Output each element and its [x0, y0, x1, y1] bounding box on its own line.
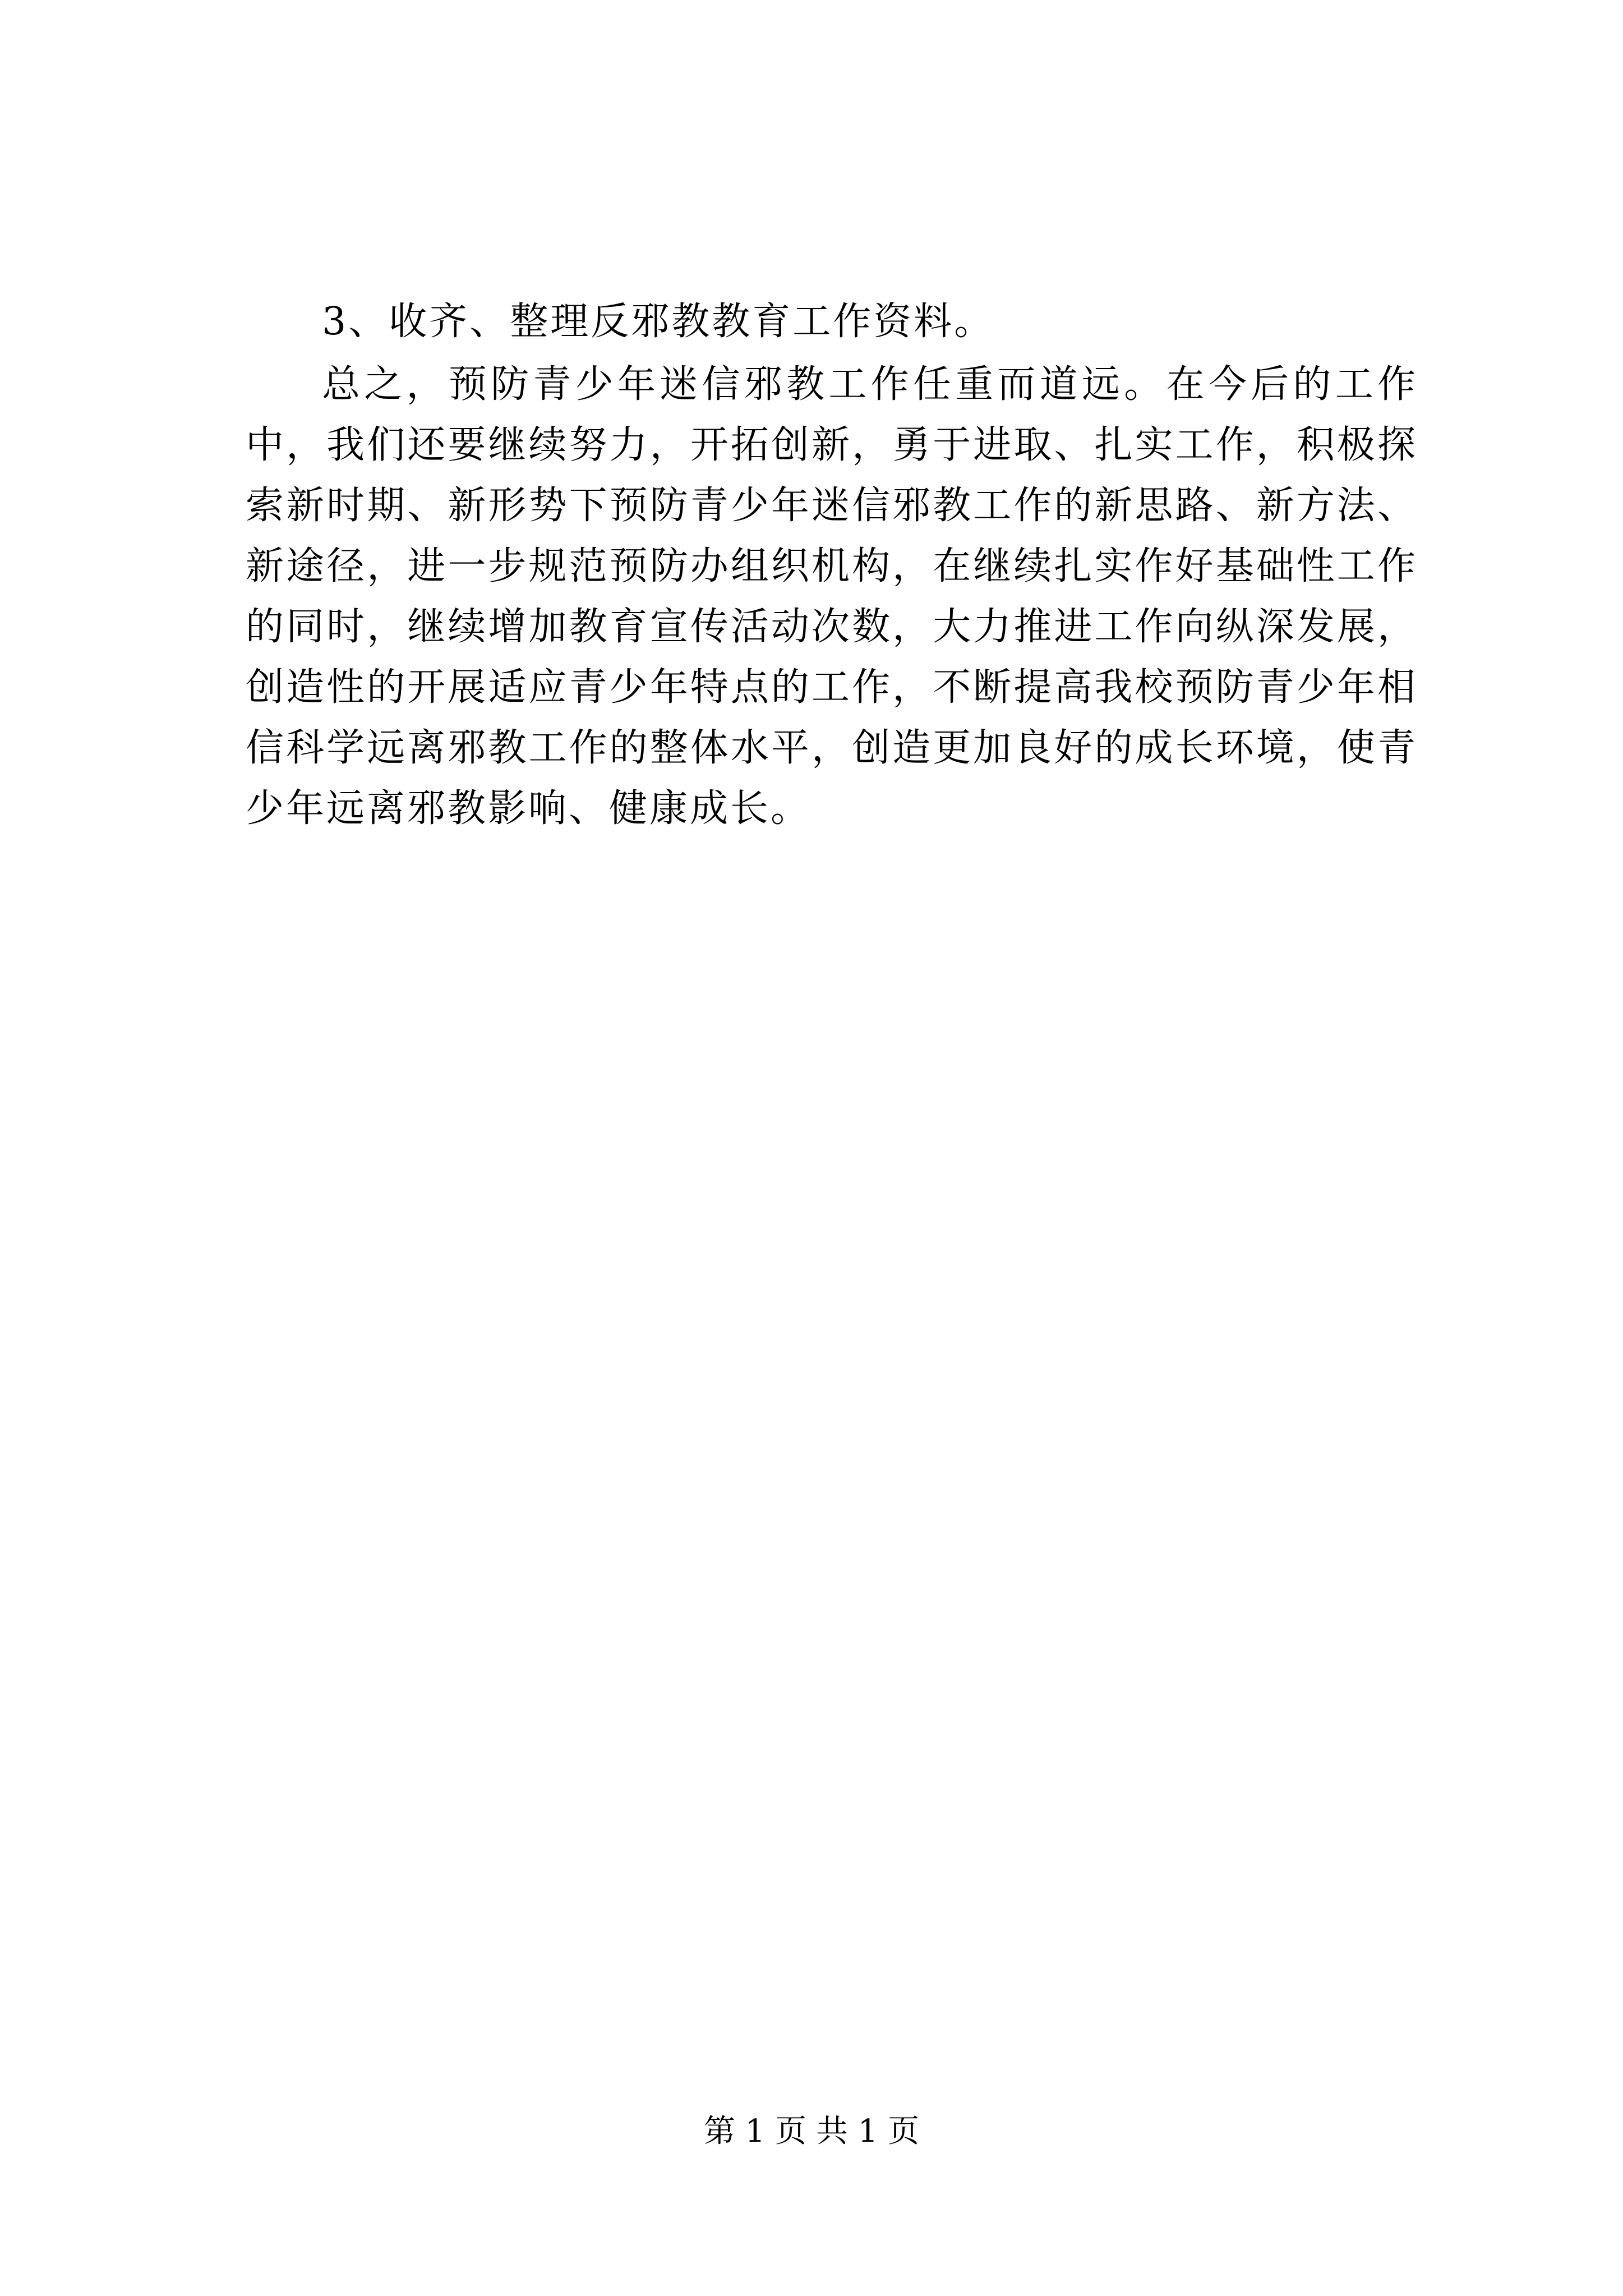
paragraph-item-3: 3、收齐、整理反邪教教育工作资料。 — [322, 300, 995, 344]
paragraph-conclusion: 总之，预防青少年迷信邪教工作任重而道远。在今后的工作中，我们还要继续努力，开拓创新，勇于进取、扎实工作，积极探索新时期、新形势下预防青少年迷信邪教工作的新思路、新方法、新途径，进一步规范预防办组织机构，在继续扎实作好基础性工作的同时，继续增加教育宣传活动次数，大力推进工作向纵深发展，创造性的开展适应青少年特点的工作，不断提高我校预防青少年相信科学远离邪教工作的整体水平，创造更加良好的成长环境，使青少年远离邪教影响、健康成长。 — [246, 362, 1418, 831]
document-body — [246, 292, 1418, 839]
page-footer — [0, 2112, 1623, 2151]
page-number-label: 第 1 页 共 1 页 — [703, 2113, 920, 2150]
